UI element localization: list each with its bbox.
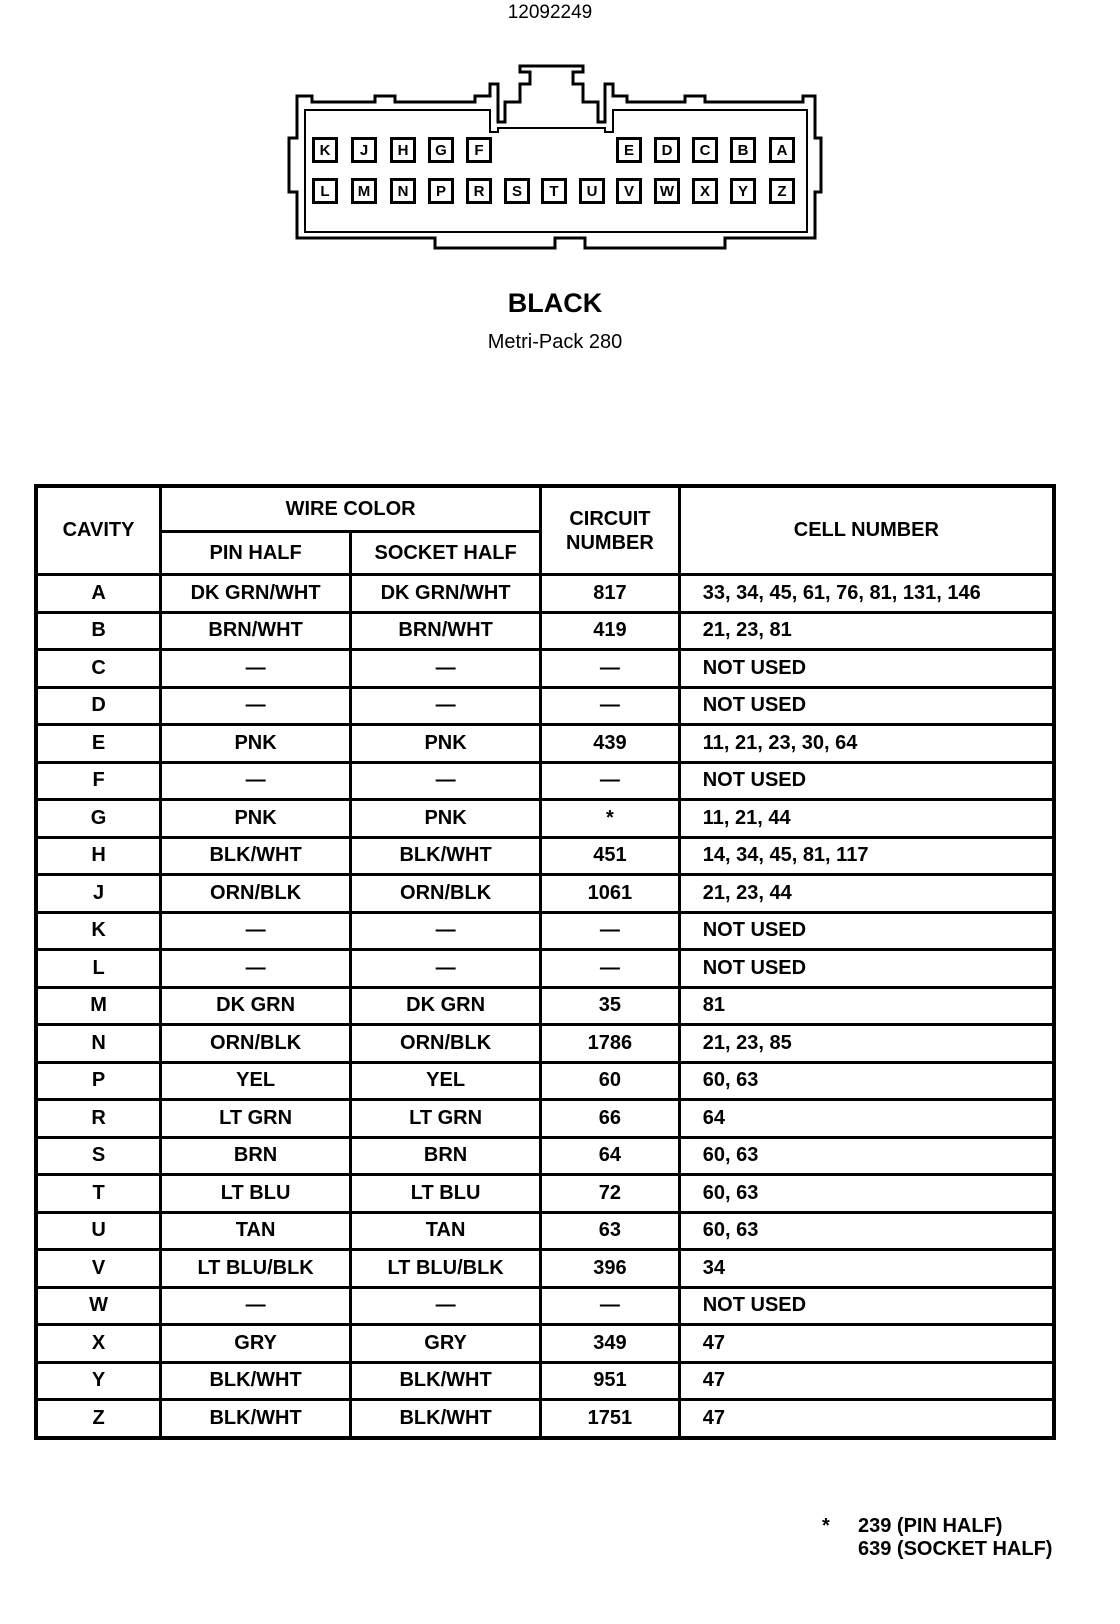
cavity-R: R (466, 178, 492, 204)
cavity-cell: G (36, 800, 161, 838)
header-wire-color: WIRE COLOR (161, 486, 541, 532)
socket-half-cell: LT GRN (351, 1100, 541, 1138)
connector-type-label: Metri-Pack 280 (487, 331, 623, 353)
header-socket-half: SOCKET HALF (351, 532, 541, 575)
table-row (36, 650, 1054, 688)
socket-half-cell: PNK (351, 800, 541, 838)
cavity-F: F (466, 137, 492, 163)
socket-half-cell: — (351, 762, 541, 800)
cell-number-cell: 60, 63 (679, 1175, 1054, 1213)
header-circuit-number: CIRCUIT NUMBER (541, 486, 680, 575)
cavity-S: S (504, 178, 530, 204)
socket-half-cell: LT BLU/BLK (351, 1250, 541, 1288)
cavity-D: D (654, 137, 680, 163)
cell-number-cell: NOT USED (679, 687, 1054, 725)
cavity-cell: S (36, 1137, 161, 1175)
cavity-C: C (692, 137, 718, 163)
footnote-marker: * (822, 1515, 830, 1537)
pin-half-cell: TAN (161, 1212, 351, 1250)
circuit-number-cell: 1751 (541, 1400, 680, 1438)
cell-number-cell: 60, 63 (679, 1212, 1054, 1250)
table-row (36, 837, 1054, 875)
pin-half-cell: ORN/BLK (161, 875, 351, 913)
socket-half-cell: — (351, 1287, 541, 1325)
cell-number-cell: 47 (679, 1325, 1054, 1363)
cavity-K: K (312, 137, 338, 163)
cell-number-cell: 11, 21, 23, 30, 64 (679, 725, 1054, 763)
pin-half-cell: PNK (161, 725, 351, 763)
cavity-Z: Z (769, 178, 795, 204)
header-pin-half: PIN HALF (161, 532, 351, 575)
pinout-table-body (36, 575, 1054, 1438)
socket-half-cell: GRY (351, 1325, 541, 1363)
table-row (36, 1025, 1054, 1063)
cavity-M: M (351, 178, 377, 204)
table-row (36, 1325, 1054, 1363)
pin-half-cell: ORN/BLK (161, 1025, 351, 1063)
circuit-number-cell: 1061 (541, 875, 680, 913)
table-row (36, 1212, 1054, 1250)
pin-half-cell: — (161, 650, 351, 688)
table-row (36, 1062, 1054, 1100)
pin-half-cell: BRN (161, 1137, 351, 1175)
socket-half-cell: DK GRN (351, 987, 541, 1025)
cavity-E: E (616, 137, 642, 163)
circuit-number-cell: — (541, 687, 680, 725)
pin-half-cell: BLK/WHT (161, 1362, 351, 1400)
cell-number-cell: 33, 34, 45, 61, 76, 81, 131, 146 (679, 575, 1054, 613)
cavity-cell: C (36, 650, 161, 688)
circuit-number-cell: 63 (541, 1212, 680, 1250)
cavity-cell: E (36, 725, 161, 763)
socket-half-cell: — (351, 950, 541, 988)
circuit-number-cell: — (541, 762, 680, 800)
socket-half-cell: ORN/BLK (351, 1025, 541, 1063)
pin-half-cell: YEL (161, 1062, 351, 1100)
socket-half-cell: BRN (351, 1137, 541, 1175)
table-row (36, 912, 1054, 950)
socket-half-cell: YEL (351, 1062, 541, 1100)
pin-half-cell: BRN/WHT (161, 612, 351, 650)
connector-color-label: BLACK (507, 288, 603, 318)
circuit-number-cell: 60 (541, 1062, 680, 1100)
cell-number-cell: NOT USED (679, 912, 1054, 950)
cavity-H: H (390, 137, 416, 163)
cavity-cell: W (36, 1287, 161, 1325)
socket-half-cell: LT BLU (351, 1175, 541, 1213)
part-number: 12092249 (507, 2, 593, 23)
table-row (36, 575, 1054, 613)
circuit-number-cell: 451 (541, 837, 680, 875)
cavity-cell: T (36, 1175, 161, 1213)
header-cell-number: CELL NUMBER (679, 486, 1054, 575)
circuit-number-cell: 35 (541, 987, 680, 1025)
cavity-cell: R (36, 1100, 161, 1138)
cavity-cell: F (36, 762, 161, 800)
socket-half-cell: — (351, 687, 541, 725)
cavity-G: G (428, 137, 454, 163)
cavity-V: V (616, 178, 642, 204)
socket-half-cell: BRN/WHT (351, 612, 541, 650)
cell-number-cell: NOT USED (679, 950, 1054, 988)
cavity-cell: J (36, 875, 161, 913)
cavity-cell: M (36, 987, 161, 1025)
table-row (36, 1362, 1054, 1400)
cavity-cell: U (36, 1212, 161, 1250)
pin-half-cell: — (161, 912, 351, 950)
cavity-A: A (769, 137, 795, 163)
circuit-number-cell: 64 (541, 1137, 680, 1175)
header-cavity: CAVITY (36, 486, 161, 575)
cell-number-cell: 47 (679, 1362, 1054, 1400)
circuit-number-cell: 439 (541, 725, 680, 763)
table-row (36, 875, 1054, 913)
cell-number-cell: NOT USED (679, 762, 1054, 800)
footnote-socket-half: 639 (SOCKET HALF) (858, 1538, 1053, 1560)
cavity-cell: X (36, 1325, 161, 1363)
cavity-T: T (541, 178, 567, 204)
cell-number-cell: 34 (679, 1250, 1054, 1288)
circuit-number-cell: — (541, 650, 680, 688)
cavity-cell: L (36, 950, 161, 988)
cavity-cell: Z (36, 1400, 161, 1438)
socket-half-cell: DK GRN/WHT (351, 575, 541, 613)
pin-half-cell: DK GRN/WHT (161, 575, 351, 613)
table-row (36, 950, 1054, 988)
cavity-L: L (312, 178, 338, 204)
cavity-cell: B (36, 612, 161, 650)
cell-number-cell: 47 (679, 1400, 1054, 1438)
table-row (36, 687, 1054, 725)
cavity-cell: D (36, 687, 161, 725)
cavity-J: J (351, 137, 377, 163)
circuit-number-cell: 396 (541, 1250, 680, 1288)
cavity-cell: P (36, 1062, 161, 1100)
circuit-number-cell: 1786 (541, 1025, 680, 1063)
pin-half-cell: — (161, 762, 351, 800)
cavity-U: U (579, 178, 605, 204)
table-row (36, 1400, 1054, 1438)
cell-number-cell: 60, 63 (679, 1137, 1054, 1175)
cavity-X: X (692, 178, 718, 204)
cell-number-cell: 60, 63 (679, 1062, 1054, 1100)
circuit-number-cell: — (541, 950, 680, 988)
pin-half-cell: LT BLU/BLK (161, 1250, 351, 1288)
circuit-number-cell: 72 (541, 1175, 680, 1213)
pin-half-cell: BLK/WHT (161, 837, 351, 875)
table-row (36, 612, 1054, 650)
table-row (36, 987, 1054, 1025)
circuit-number-cell: * (541, 800, 680, 838)
cell-number-cell: 14, 34, 45, 81, 117 (679, 837, 1054, 875)
table-row (36, 1287, 1054, 1325)
cell-number-cell: NOT USED (679, 1287, 1054, 1325)
circuit-number-cell: — (541, 1287, 680, 1325)
socket-half-cell: — (351, 650, 541, 688)
pin-half-cell: DK GRN (161, 987, 351, 1025)
cell-number-cell: 64 (679, 1100, 1054, 1138)
connector-diagram (285, 62, 830, 262)
socket-half-cell: — (351, 912, 541, 950)
cavity-cell: V (36, 1250, 161, 1288)
footnote-pin-half: 239 (PIN HALF) (858, 1515, 1003, 1537)
table-row (36, 1175, 1054, 1213)
pin-half-cell: PNK (161, 800, 351, 838)
cell-number-cell: 11, 21, 44 (679, 800, 1054, 838)
cell-number-cell: 21, 23, 44 (679, 875, 1054, 913)
cavity-cell: A (36, 575, 161, 613)
table-row (36, 1250, 1054, 1288)
cavity-P: P (428, 178, 454, 204)
pin-half-cell: LT GRN (161, 1100, 351, 1138)
cell-number-cell: 81 (679, 987, 1054, 1025)
pin-half-cell: LT BLU (161, 1175, 351, 1213)
pin-half-cell: — (161, 950, 351, 988)
cavity-cell: K (36, 912, 161, 950)
table-row (36, 800, 1054, 838)
pinout-table (34, 484, 1056, 1440)
socket-half-cell: TAN (351, 1212, 541, 1250)
circuit-number-cell: 951 (541, 1362, 680, 1400)
pin-half-cell: — (161, 687, 351, 725)
table-row (36, 1137, 1054, 1175)
table-row (36, 725, 1054, 763)
circuit-number-cell: 419 (541, 612, 680, 650)
cell-number-cell: 21, 23, 81 (679, 612, 1054, 650)
pin-half-cell: GRY (161, 1325, 351, 1363)
cell-number-cell: 21, 23, 85 (679, 1025, 1054, 1063)
circuit-number-cell: 66 (541, 1100, 680, 1138)
socket-half-cell: BLK/WHT (351, 1400, 541, 1438)
cavity-cell: N (36, 1025, 161, 1063)
pin-half-cell: BLK/WHT (161, 1400, 351, 1438)
socket-half-cell: BLK/WHT (351, 1362, 541, 1400)
cavity-W: W (654, 178, 680, 204)
cell-number-cell: NOT USED (679, 650, 1054, 688)
cavity-B: B (730, 137, 756, 163)
socket-half-cell: ORN/BLK (351, 875, 541, 913)
cavity-cell: Y (36, 1362, 161, 1400)
circuit-number-cell: — (541, 912, 680, 950)
socket-half-cell: PNK (351, 725, 541, 763)
socket-half-cell: BLK/WHT (351, 837, 541, 875)
pin-half-cell: — (161, 1287, 351, 1325)
cavity-N: N (390, 178, 416, 204)
cavity-Y: Y (730, 178, 756, 204)
cavity-cell: H (36, 837, 161, 875)
table-row (36, 762, 1054, 800)
table-row (36, 1100, 1054, 1138)
circuit-number-cell: 349 (541, 1325, 680, 1363)
circuit-number-cell: 817 (541, 575, 680, 613)
